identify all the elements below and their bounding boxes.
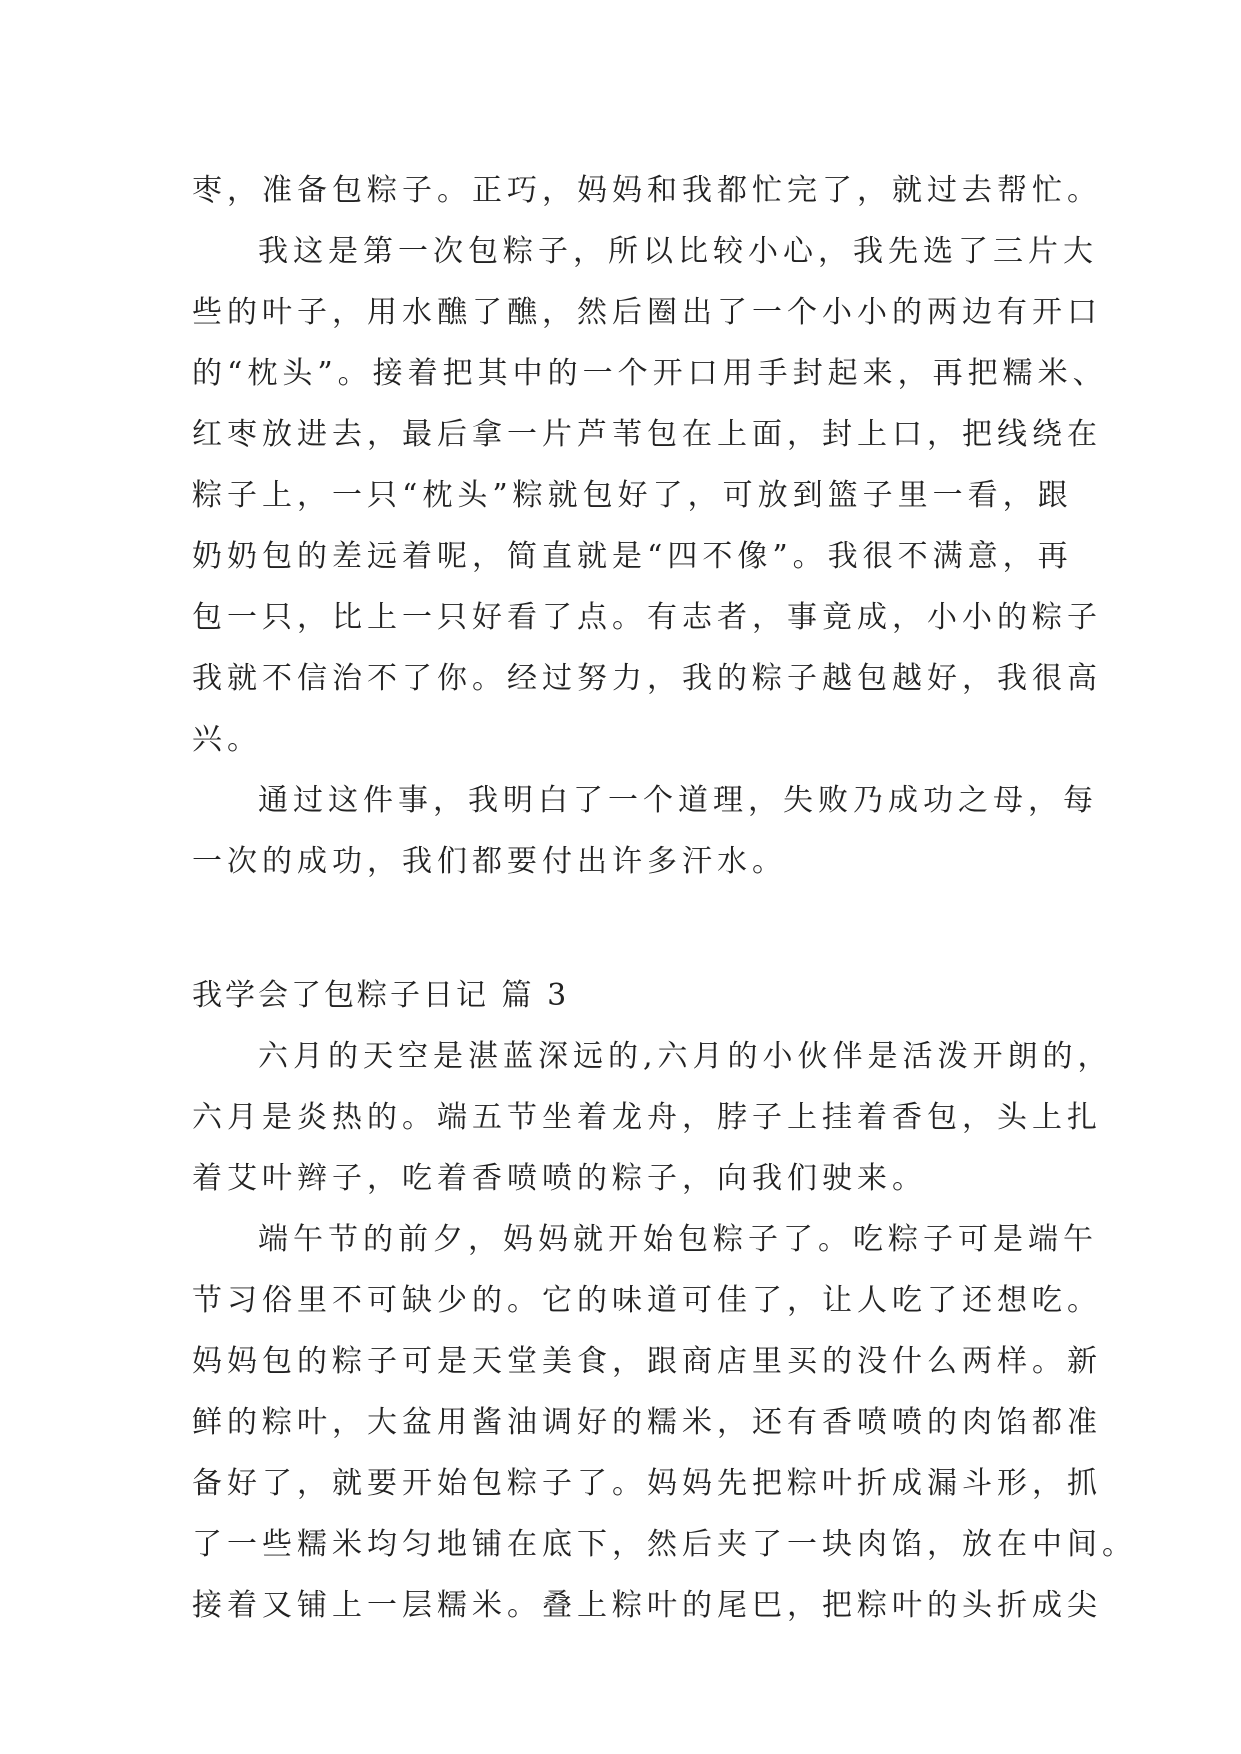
document-body xyxy=(192,160,1137,1636)
text-line: 一次的成功，我们都要付出许多汗水。 xyxy=(192,844,787,879)
paragraph-start-line: 端午节的前夕，妈妈就开始包粽子了。吃粽子可是端午 xyxy=(258,1222,1098,1257)
text-line: 包一只，比上一只好看了点。有志者，事竟成，小小的粽子 xyxy=(192,600,1102,635)
text-line: 粽子上，一只“枕头”粽就包好了，可放到篮子里一看，跟 xyxy=(192,478,1073,513)
text-line: 了一些糯米均匀地铺在底下，然后夹了一块肉馅，放在中间。 xyxy=(192,1527,1137,1562)
text-line: 妈妈包的粽子可是天堂美食，跟商店里买的没什么两样。新 xyxy=(192,1344,1102,1379)
text-line: 红枣放进去，最后拿一片芦苇包在上面，封上口，把线绕在 xyxy=(192,417,1102,452)
text-line: 六月是炎热的。端五节坐着龙舟，脖子上挂着香包，头上扎 xyxy=(192,1100,1102,1135)
text-line: 我就不信治不了你。经过努力，我的粽子越包越好，我很高 xyxy=(192,661,1102,696)
text-line: 奶奶包的差远着呢，简直就是“四不像”。我很不满意，再 xyxy=(192,539,1073,574)
paragraph-start-line: 六月的天空是湛蓝深远的,六月的小伙伴是活泼开朗的， xyxy=(258,1039,1113,1074)
section-gap xyxy=(192,892,1062,965)
text-line: 枣，准备包粽子。正巧，妈妈和我都忙完了，就过去帮忙。 xyxy=(192,173,1102,208)
paragraph-start-line: 通过这件事，我明白了一个道理，失败乃成功之母，每 xyxy=(258,783,1098,818)
text-line: 着艾叶辫子，吃着香喷喷的粽子，向我们驶来。 xyxy=(192,1161,927,1196)
text-line: 的“枕头”。接着把其中的一个开口用手封起来，再把糯米、 xyxy=(192,356,1108,391)
text-line: 鲜的粽叶，大盆用酱油调好的糯米，还有香喷喷的肉馅都准 xyxy=(192,1405,1102,1440)
text-line: 接着又铺上一层糯米。叠上粽叶的尾巴，把粽叶的头折成尖 xyxy=(192,1588,1102,1623)
text-line: 备好了，就要开始包粽子了。妈妈先把粽叶折成漏斗形，抓 xyxy=(192,1466,1102,1501)
section-heading: 我学会了包粽子日记 篇 3 xyxy=(192,978,570,1013)
paragraph-start-line: 我这是第一次包粽子，所以比较小心，我先选了三片大 xyxy=(258,234,1098,269)
text-line: 些的叶子，用水醮了醮，然后圈出了一个小小的两边有开口 xyxy=(192,295,1102,330)
text-line: 兴。 xyxy=(192,722,262,757)
text-line: 节习俗里不可缺少的。它的味道可佳了，让人吃了还想吃。 xyxy=(192,1283,1102,1318)
